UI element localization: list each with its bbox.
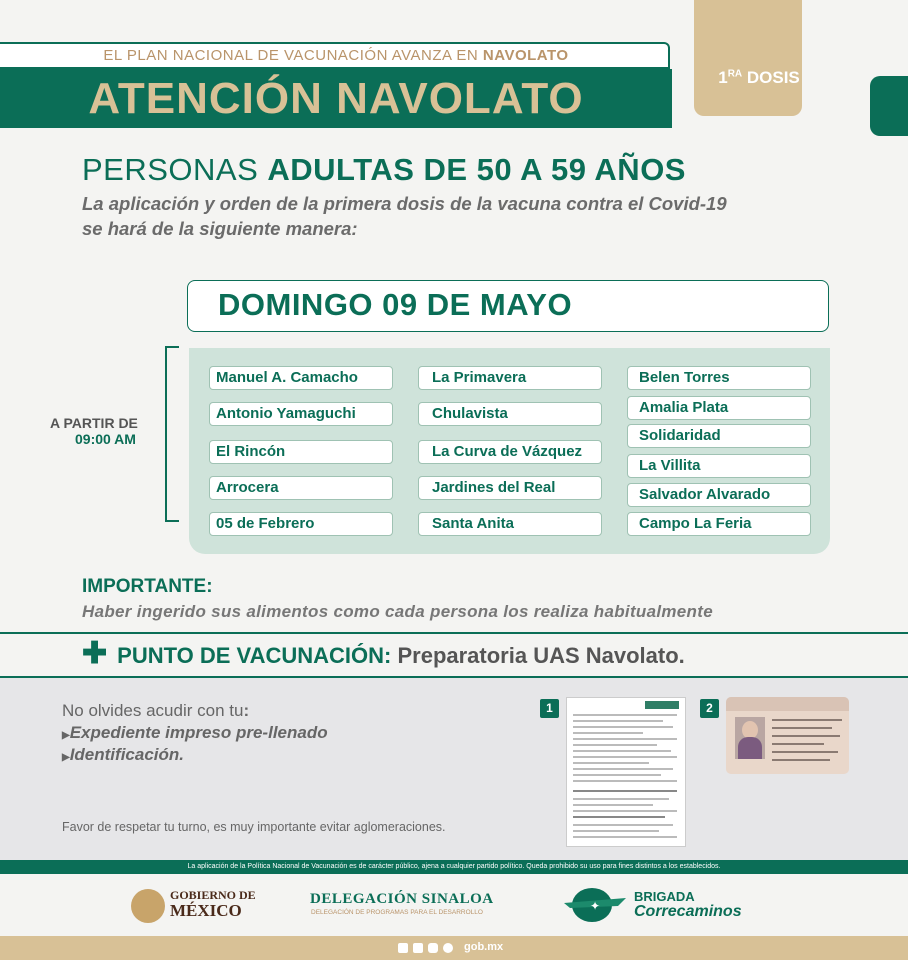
bottom-bar (0, 936, 908, 960)
page-title: ATENCIÓN NAVOLATO (88, 74, 584, 123)
locality-chip: Campo La Feria (627, 512, 811, 536)
step-number: 2 (700, 699, 719, 718)
locality-chip: Arrocera (209, 476, 393, 500)
vaccination-point: ✚ PUNTO DE VACUNACIÓN: Preparatoria UAS Navolato. (82, 637, 685, 670)
locality-chip: Manuel A. Camacho (209, 366, 393, 390)
instagram-icon[interactable] (428, 943, 438, 953)
divider (0, 632, 908, 634)
locality-chip: Antonio Yamaguchi (209, 402, 393, 426)
site-link[interactable]: gob.mx (464, 941, 504, 953)
locality-chip: La Curva de Vázquez (418, 440, 602, 464)
mexico-seal-icon (131, 889, 165, 923)
header-subtitle: EL PLAN NACIONAL DE VACUNACIÓN AVANZA EN NAVOLATO (103, 47, 569, 64)
step-number: 1 (540, 699, 559, 718)
twitter-icon[interactable] (413, 943, 423, 953)
locality-chip: La Primavera (418, 366, 602, 390)
locality-chip: Belen Torres (627, 366, 811, 390)
delegacion-subtitle: DELEGACIÓN DE PROGRAMAS PARA EL DESARROLLO (311, 909, 483, 916)
important-heading: IMPORTANTE: (82, 576, 213, 597)
locality-chip: La Villita (627, 454, 811, 478)
locality-chip: Amalia Plata (627, 396, 811, 420)
locality-chip: Salvador Alvarado (627, 483, 811, 507)
dose-label: $1^{RA}$ DOSIS (718, 68, 800, 87)
triangle-icon: ▶ (62, 730, 70, 741)
requirement-item: ▶Expediente impreso pre-llenado (62, 723, 328, 742)
locality-chip: Chulavista (418, 402, 602, 426)
turn-note: Favor de respetar tu turno, es muy importante evitar aglomeraciones. (62, 820, 446, 834)
audience-heading: PERSONAS ADULTAS DE 50 A 59 AÑOS (82, 152, 686, 187)
youtube-icon[interactable] (443, 943, 453, 953)
form-thumbnail (566, 697, 686, 847)
locality-chip: Santa Anita (418, 512, 602, 536)
from-time: 09:00 AM (75, 431, 136, 447)
schedule-date: DOMINGO 09 DE MAYO (218, 287, 573, 322)
facebook-icon[interactable] (398, 943, 408, 953)
delegacion-title: DELEGACIÓN SINALOA (310, 891, 494, 907)
roadrunner-icon (560, 886, 630, 924)
plus-icon: ✚ (82, 637, 108, 670)
triangle-icon: ▶ (62, 752, 70, 763)
side-tab (870, 76, 908, 136)
time-bracket (165, 346, 179, 522)
locality-chip: El Rincón (209, 440, 393, 464)
gobierno-mexico-logo: GOBIERNO DE MÉXICO (170, 888, 256, 920)
audience-description: La aplicación y orden de la primera dosis de la vacuna contra el Covid-19 se hará de la siguiente manera: (82, 193, 727, 239)
from-label: A PARTIR DE (50, 415, 138, 431)
requirement-item: ▶Identificación. (62, 745, 184, 764)
important-text: Haber ingerido sus alimentos como cada persona los realiza habitualmente (82, 602, 713, 621)
reminder-intro: No olvides acudir con tu: (62, 701, 250, 720)
id-card-thumbnail (726, 697, 849, 774)
locality-chip: Solidaridad (627, 424, 811, 448)
brigada-logo: BRIGADA Correcaminos (634, 889, 742, 920)
svg-text:✦: ✦ (590, 899, 601, 913)
locality-chip: 05 de Febrero (209, 512, 393, 536)
legal-notice: La aplicación de la Política Nacional de Vacunación es de carácter público, ajena a cualquier partido político. Queda prohibido su uso para fines distintos a los establecidos. (0, 860, 908, 874)
locality-chip: Jardines del Real (418, 476, 602, 500)
dose-badge (694, 0, 802, 116)
